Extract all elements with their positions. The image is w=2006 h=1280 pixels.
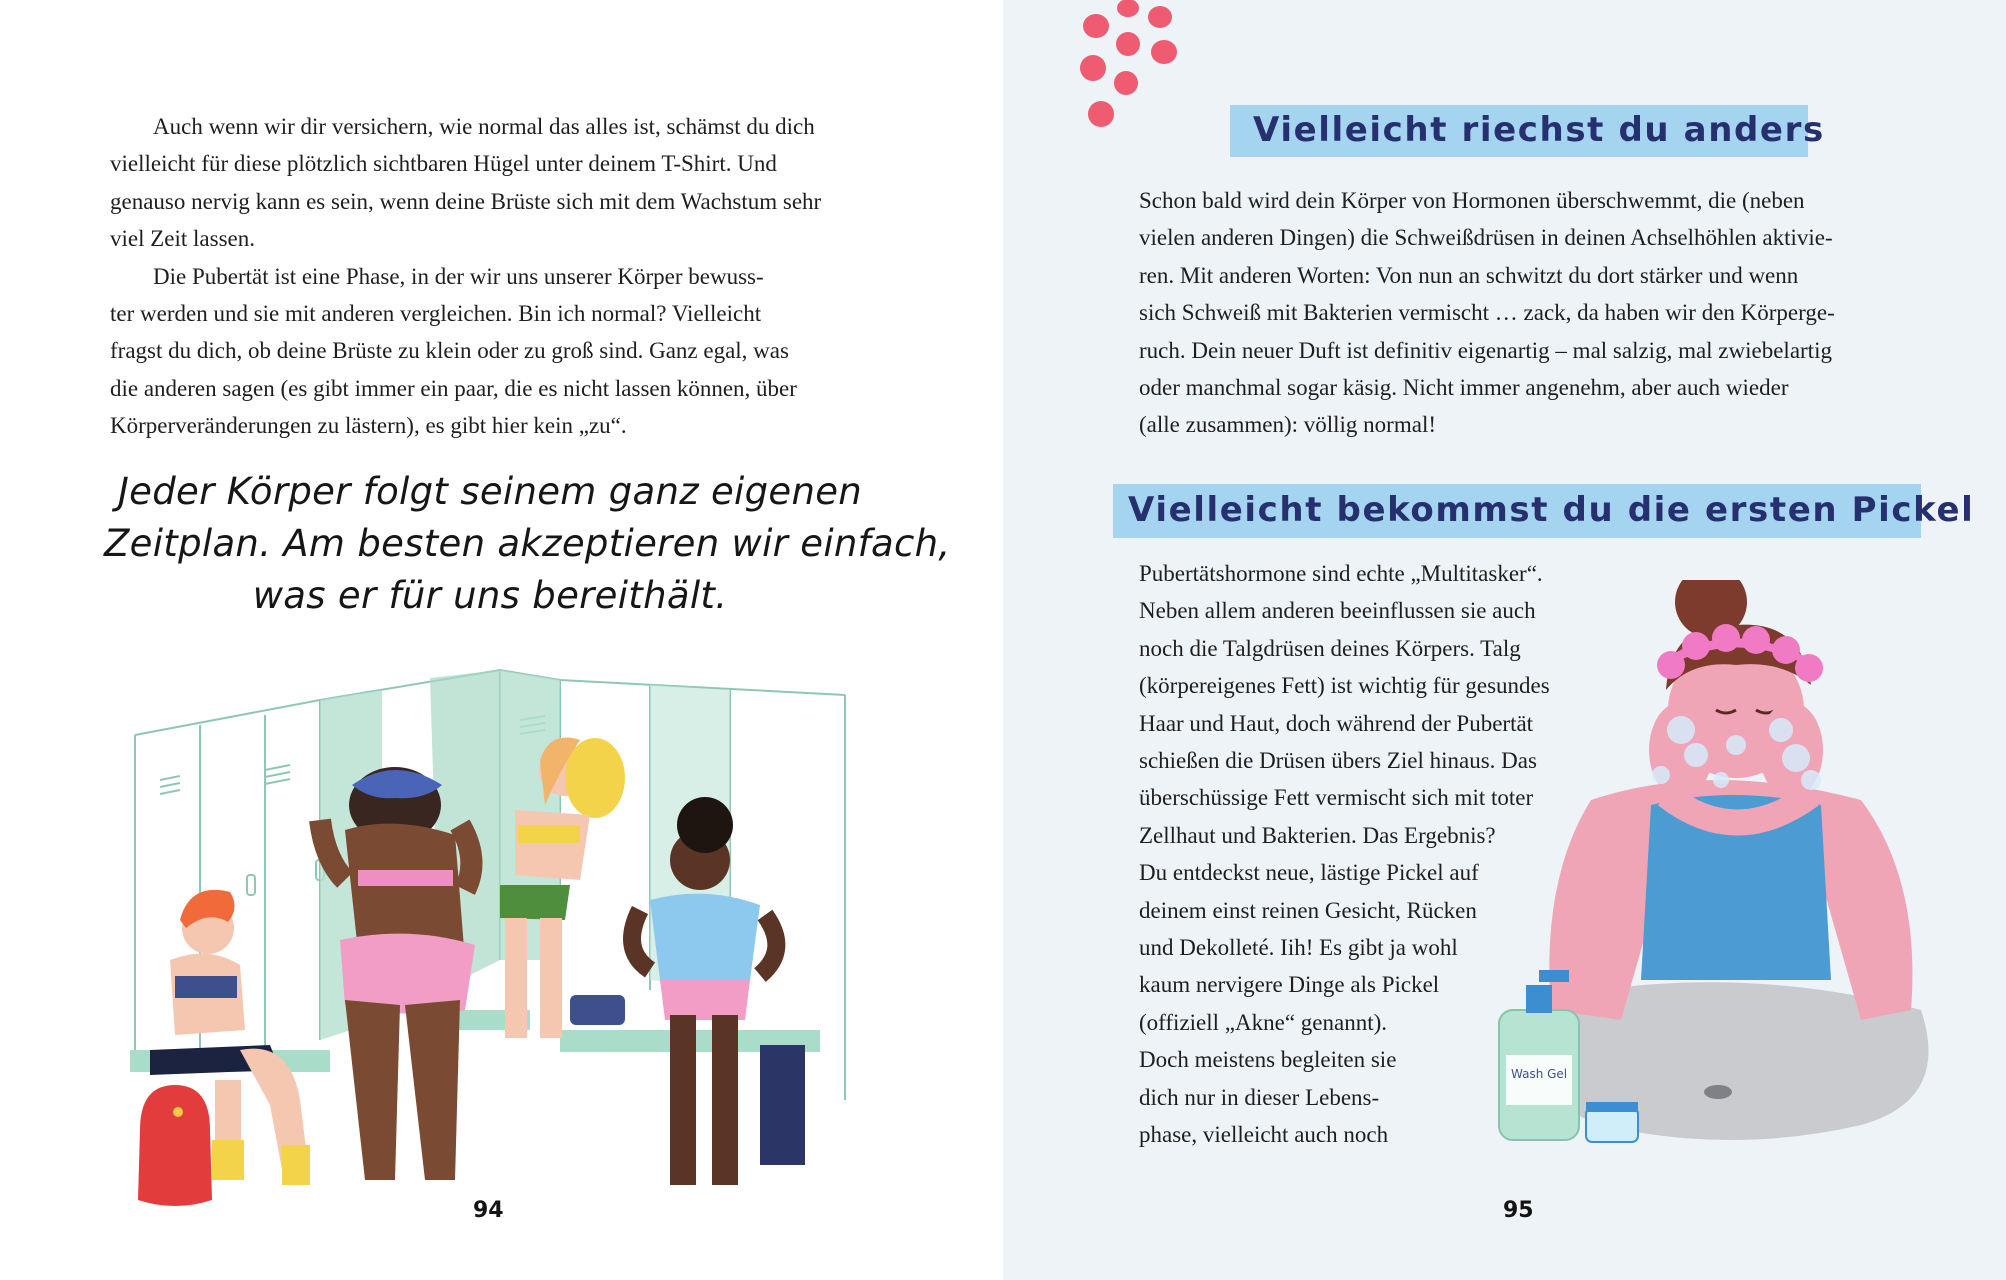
text-line: und Dekolleté. Iih! Es gibt ja wohl xyxy=(1139,935,1458,961)
text-line: noch die Talgdrüsen deines Körpers. Talg xyxy=(1139,635,1521,661)
quote-line: was er für uns bereithält. xyxy=(249,570,732,622)
text-line: Haar und Haut, doch während der Pubertät xyxy=(1139,710,1534,736)
text-line: Die Pubertät ist eine Phase, in der wir uns unserer Körper bewuss- xyxy=(153,263,764,289)
dot xyxy=(1151,40,1177,64)
text-line: dich nur in dieser Lebens- xyxy=(1139,1084,1380,1110)
body-text-block xyxy=(1139,182,1835,444)
dot xyxy=(1088,101,1114,127)
quote-line: Jeder Körper folgt seinem ganz eigenen xyxy=(114,466,866,518)
dot xyxy=(1114,71,1138,95)
text-line: Zellhaut und Bakterien. Das Ergebnis? xyxy=(1139,822,1496,848)
body-text-block xyxy=(110,108,821,445)
face-washing-illustration xyxy=(1481,580,1991,1150)
locker-room-illustration xyxy=(120,660,860,1260)
dot xyxy=(1116,32,1140,56)
text-line: deinem einst reinen Gesicht, Rücken xyxy=(1139,897,1477,923)
text-line: die anderen sagen (es gibt immer ein paar, die es nicht lassen können, über xyxy=(110,375,797,401)
text-line: phase, vielleicht auch noch xyxy=(1139,1122,1389,1148)
dot xyxy=(1080,55,1106,81)
text-line: fragst du dich, ob deine Brüste zu klein oder zu groß sind. Ganz egal, was xyxy=(110,338,789,364)
text-line: (körpereigenes Fett) ist wichtig für gesundes xyxy=(1139,673,1550,699)
text-line: schießen die Drüsen übers Ziel hinaus. Das xyxy=(1139,748,1537,774)
text-line: ter werden und sie mit anderen vergleichen. Bin ich normal? Vielleicht xyxy=(110,301,762,327)
dot xyxy=(1117,0,1139,17)
text-line: Auch wenn wir dir versichern, wie normal das alles ist, schämst du dich xyxy=(153,114,815,139)
decorative-dots xyxy=(1068,0,1188,135)
page-number: 94 xyxy=(473,1198,504,1223)
text-line: viel Zeit lassen. xyxy=(110,226,255,252)
right-page xyxy=(1003,0,2006,1280)
text-line: überschüssige Fett vermischt sich mit toter xyxy=(1139,785,1534,811)
text-line: ren. Mit anderen Worten: Von nun an schwitzt du dort stärker und wenn xyxy=(1139,262,1799,288)
text-line: vielen anderen Dingen) die Schweißdrüsen in deinen Achselhöhlen aktivie- xyxy=(1139,225,1833,251)
text-line: Pubertätshormone sind echte „Multitasker“. xyxy=(1139,561,1543,586)
text-line: Schon bald wird dein Körper von Hormonen überschwemmt, die (neben xyxy=(1139,188,1805,213)
section-heading: Vielleicht riechst du anders xyxy=(1253,110,1825,150)
text-line: vielleicht für diese plötzlich sichtbaren Hügel unter deinem T-Shirt. Und xyxy=(110,151,777,177)
text-line: Neben allem anderen beeinflussen sie auch xyxy=(1139,598,1536,624)
text-line: kaum nervigere Dinge als Pickel xyxy=(1139,972,1440,998)
text-line: oder manchmal sogar käsig. Nicht immer angenehm, aber auch wieder xyxy=(1139,375,1789,401)
quote-line: Zeitplan. Am besten akzeptieren wir einfach, xyxy=(100,518,954,570)
page-number: 95 xyxy=(1503,1198,1534,1223)
dot xyxy=(1148,6,1172,28)
text-line: genauso nervig kann es sein, wenn deine Brüste sich mit dem Wachstum sehr xyxy=(110,188,822,214)
text-line: sich Schweiß mit Bakterien vermischt … zack, da haben wir den Körperge- xyxy=(1139,300,1835,326)
text-line: Doch meistens begleiten sie xyxy=(1139,1047,1397,1073)
pull-quote xyxy=(100,466,951,622)
text-line: Du entdeckst neue, lästige Pickel auf xyxy=(1139,860,1479,886)
dot xyxy=(1083,14,1109,38)
text-line: ruch. Dein neuer Duft ist definitiv eigenartig – mal salzig, mal zwiebelartig xyxy=(1139,337,1832,363)
section-heading: Vielleicht bekommst du die ersten Pickel xyxy=(1128,490,1975,530)
text-line: (alle zusammen): völlig normal! xyxy=(1139,412,1436,438)
soap-label: Wash Gel xyxy=(1511,1067,1568,1081)
text-line: (offiziell „Akne“ genannt). xyxy=(1139,1009,1387,1035)
text-line: Körperveränderungen zu lästern), es gibt hier kein „zu“. xyxy=(110,413,627,439)
